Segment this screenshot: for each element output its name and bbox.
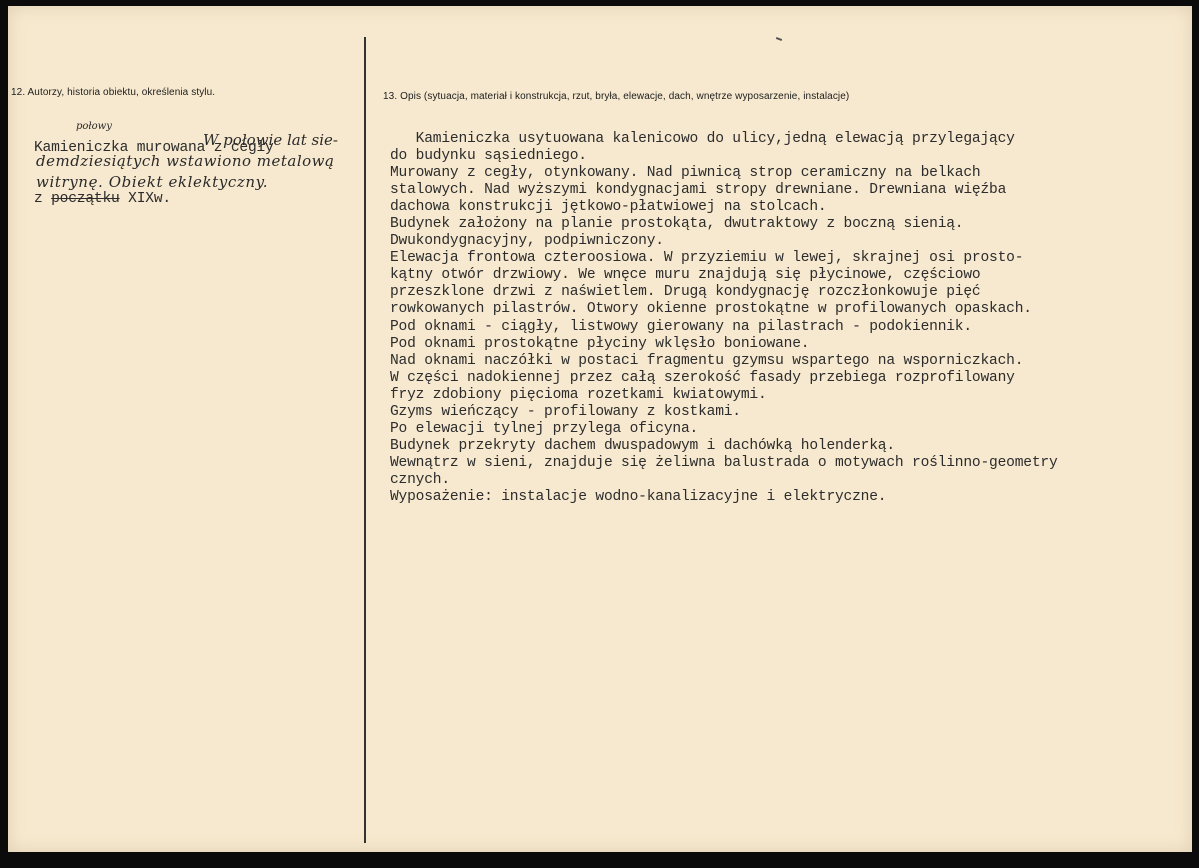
description-line: Wyposażenie: instalacje wodno-kanalizacyjne i elektryczne.	[390, 488, 887, 505]
handwritten-note-line: W połowie lat sie-	[203, 131, 338, 149]
handwritten-note-line: demdziesiątych wstawiono metalową	[36, 152, 335, 170]
description-line: Budynek założony na planie prostokąta, dwutraktowy z boczną sienią.	[390, 216, 964, 233]
typed-line: Kamieniczka murowana z cegły	[34, 140, 274, 157]
typed-line	[34, 191, 274, 208]
typed-prefix: z	[34, 191, 52, 208]
description-line: Po elewacji tylnej przylega oficyna.	[390, 420, 699, 437]
description-line: przeszklone drzwi z naświetlem. Drugą kondygnację rozczłonkowuje pięć	[390, 284, 981, 301]
description-line: Dwukondygnacyjny, podpiwniczony.	[390, 233, 664, 250]
description-line: Gzyms wieńczący - profilowany z kostkami.	[390, 403, 741, 420]
struck-word: początku	[51, 191, 120, 208]
section-13-heading: 13. Opis (sytuacja, materiał i konstrukcja, rzut, bryła, elewacje, dach, wnętrze wyposarzenie, instalacje)	[383, 91, 850, 102]
description-line: Pod oknami prostokątne płyciny wklęsło boniowane.	[390, 335, 810, 352]
description-line: stalowych. Nad wyższymi kondygnacjami stropy drewniane. Drewniana więźba	[390, 182, 1007, 199]
description-line: Pod oknami - ciągły, listwowy gierowany na pilastrach - podokiennik.	[390, 318, 972, 335]
description-line: do budynku sąsiedniego.	[390, 148, 587, 165]
typed-suffix: XIXw.	[119, 191, 171, 208]
section-12-heading: 12. Autorzy, historia obiektu, określenia stylu.	[11, 87, 216, 98]
description-line: Murowany z cegły, otynkowany. Nad piwnicą strop ceramiczny na belkach	[390, 165, 981, 182]
description-line: dachowa konstrukcji jętkowo-płatwiowej na stolcach.	[390, 199, 827, 216]
description-line: Elewacja frontowa czteroosiowa. W przyziemiu w lewej, skrajnej osi prosto-	[390, 250, 1024, 267]
description-line: cznych.	[390, 471, 450, 488]
handwritten-insert: połowy	[76, 121, 112, 132]
description-line: Budynek przekryty dachem dwuspadowym i dachówką holenderką.	[390, 437, 895, 454]
description-line: fryz zdobiony pięcioma rozetkami kwiatowymi.	[390, 386, 767, 403]
column-divider	[364, 37, 366, 843]
description-line: Wewnątrz w sieni, znajduje się żeliwna balustrada o motywach roślinno-geometry	[390, 454, 1058, 471]
description-line: Kamieniczka usytuowana kalenicowo do ulicy,jedną elewacją przylegający	[390, 131, 1015, 147]
description-text	[390, 131, 1058, 506]
description-line: kątny otwór drzwiowy. We wnęce muru znajdują się płycinowe, częściowo	[390, 267, 981, 284]
description-line: rowkowanych pilastrów. Otwory okienne prostokątne w profilowanych opaskach.	[390, 301, 1032, 318]
handwritten-note-line: witrynę. Obiekt eklektyczny.	[36, 173, 269, 191]
description-line: W części nadokiennej przez całą szerokość fasady przebiega rozprofilowany	[390, 369, 1015, 386]
description-line: Nad oknami naczółki w postaci fragmentu gzymsu wspartego na wsporniczkach.	[390, 352, 1024, 369]
